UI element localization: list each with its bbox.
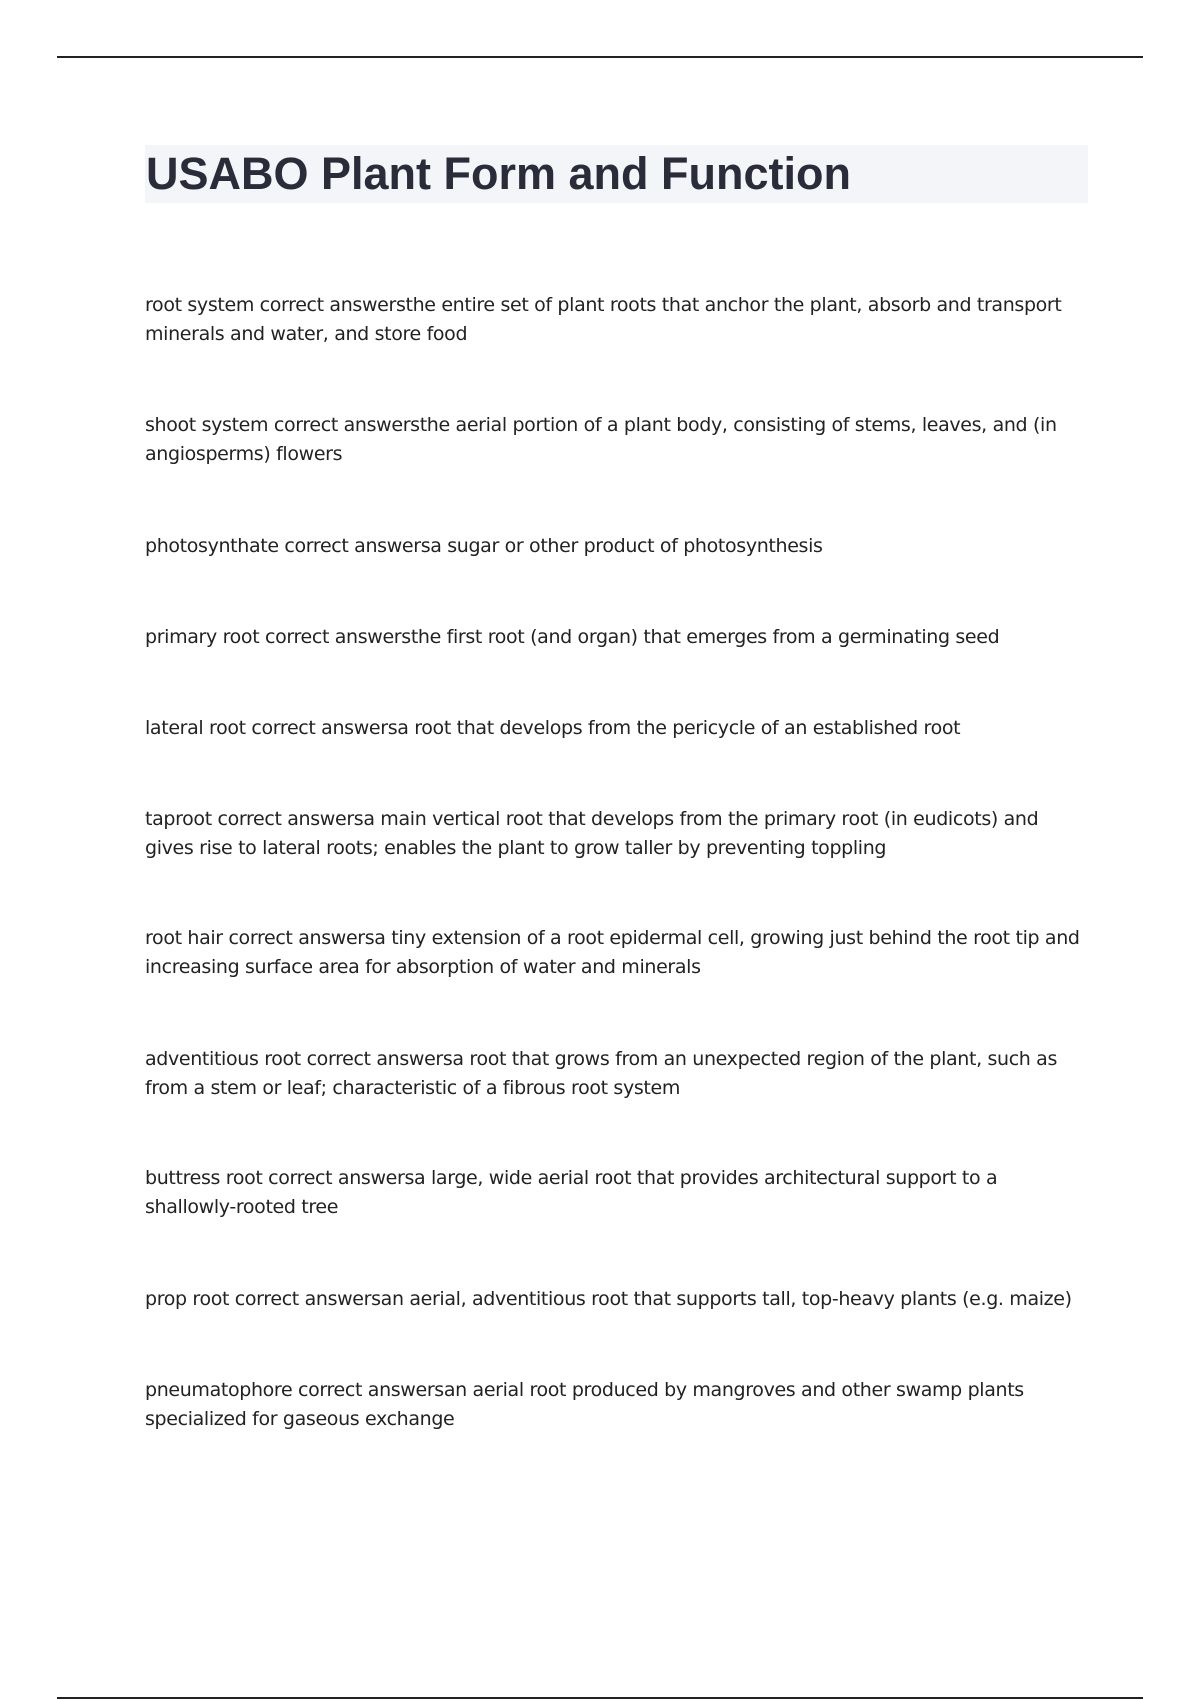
flashcard-entry-root-hair: root hair correct answersa tiny extension of a root epidermal cell, growing just behind the root tip and increasing surface area for absorption of water and minerals xyxy=(145,927,1080,978)
flashcard-entry-pneumatophore: pneumatophore correct answersan aerial root produced by mangroves and other swamp plants specialized for gaseous exchange xyxy=(145,1379,1024,1430)
flashcard-entry-root-system: root system correct answersthe entire set of plant roots that anchor the plant, absorb and transport minerals and water, and store food xyxy=(145,294,1062,345)
page-title: USABO Plant Form and Function xyxy=(146,148,851,199)
flashcard-entry-lateral-root: lateral root correct answersa root that develops from the pericycle of an established root xyxy=(145,717,961,739)
flashcard-entry-shoot-system: shoot system correct answersthe aerial portion of a plant body, consisting of stems, leaves, and (in angiosperms) flowers xyxy=(145,414,1057,465)
flashcard-entry-buttress-root: buttress root correct answersa large, wide aerial root that provides architectural support to a shallowly-rooted tree xyxy=(145,1167,998,1218)
bottom-divider xyxy=(57,1697,1143,1699)
flashcard-entry-photosynthate: photosynthate correct answersa sugar or other product of photosynthesis xyxy=(145,535,823,557)
flashcard-entry-taproot: taproot correct answersa main vertical root that develops from the primary root (in eudicots) and gives rise to lateral roots; enables the plant to grow taller by preventing toppling xyxy=(145,808,1039,859)
flashcard-entry-primary-root: primary root correct answersthe first root (and organ) that emerges from a germinating seed xyxy=(145,626,1000,648)
flashcard-entry-adventitious-root: adventitious root correct answersa root that grows from an unexpected region of the plant, such as from a stem or leaf; characteristic of a fibrous root system xyxy=(145,1048,1058,1099)
top-divider xyxy=(57,56,1143,58)
title-banner xyxy=(145,145,1088,203)
flashcard-entry-prop-root: prop root correct answersan aerial, adventitious root that supports tall, top-heavy plants (e.g. maize) xyxy=(145,1288,1072,1310)
